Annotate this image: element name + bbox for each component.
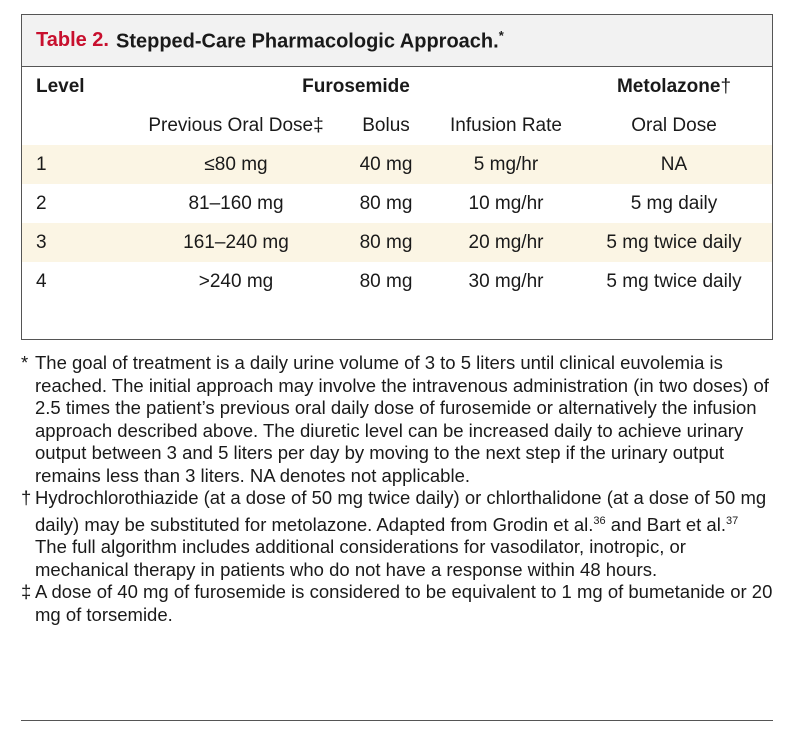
oral-dose-cell: 5 mg twice daily [606, 270, 742, 292]
footnote-text-part: and Bart et al. [605, 513, 726, 535]
reference-number: 36 [593, 514, 606, 527]
previous-oral-dose-header-text: Previous Oral Dose [148, 114, 314, 136]
level-cell: 4 [36, 270, 47, 292]
footnote-text [35, 487, 773, 581]
bolus-cell: 80 mg [359, 270, 413, 292]
footnote-symbol: * [21, 352, 29, 373]
level-cell: 3 [22, 223, 136, 262]
dosing-table [22, 67, 772, 301]
previous-oral-dose-cell: 161–240 mg [136, 223, 336, 262]
footnote-double-dagger [21, 581, 773, 626]
table-label: Table 2. [36, 29, 109, 51]
furosemide-header: Furosemide [302, 75, 410, 97]
bolus-cell: 80 mg [359, 192, 413, 214]
group-header-row [22, 67, 772, 106]
table-title-text: Stepped-Care Pharmacologic Approach. [116, 30, 499, 53]
bottom-divider [21, 720, 773, 721]
table-row [22, 145, 772, 184]
bolus-cell: 80 mg [336, 223, 436, 262]
footnote-text: A dose of 40 mg of furosemide is considered to be equivalent to 1 mg of bumetanide or 20 mg of torsemide. [35, 581, 773, 625]
table-row [22, 223, 772, 262]
footnote-text: The goal of treatment is a daily urine volume of 3 to 5 liters until clinical euvolemia is reached. The initial approach may involve the intravenous administration (in two doses) of 2.5 times the patient’s previous oral daily dose of furosemide or alternatively the infusion approach described above. The diuretic level can be increased daily to achieve urinary output between 3 and 5 liters per day by moving to the next step if the urinary output remains less than 3 liters. NA denotes not applicable. [35, 352, 769, 486]
infusion-rate-header: Infusion Rate [450, 114, 562, 136]
column-header-row [22, 106, 772, 145]
table-row [22, 262, 772, 301]
bolus-cell: 40 mg [336, 145, 436, 184]
reference-number: 37 [725, 514, 739, 527]
footnote-symbol: † [21, 487, 32, 508]
oral-dose-header: Oral Dose [631, 114, 717, 136]
footnotes [21, 352, 773, 626]
table-frame [21, 14, 773, 340]
oral-dose-cell: NA [576, 145, 772, 184]
level-cell: 2 [36, 192, 47, 214]
previous-oral-dose-header-mark: ‡ [313, 114, 324, 136]
metolazone-header-mark: † [720, 75, 732, 97]
metolazone-header-text: Metolazone [616, 75, 721, 97]
footnote-asterisk [21, 352, 773, 487]
level-cell: 1 [22, 145, 136, 184]
previous-oral-dose-header [136, 106, 336, 145]
level-header: Level [36, 75, 85, 97]
oral-dose-cell: 5 mg daily [630, 192, 718, 214]
table-row [22, 184, 772, 223]
infusion-rate-cell: 10 mg/hr [468, 192, 544, 214]
infusion-rate-cell: 20 mg/hr [436, 223, 576, 262]
previous-oral-dose-cell: 81–160 mg [188, 192, 284, 214]
footnote-text-part: Hydrochlorothiazide (at a dose of 50 mg twice daily) or chlorthalidone (at a dose of 50 mg daily) may be substituted for metolazone. Adapted from Grodin et al. [35, 487, 767, 535]
footnote-text-part: The full algorithm includes additional considerations for vasodilator, inotropic, or mechanical therapy in patients who do not have a response within 48 hours. [35, 536, 686, 580]
oral-dose-cell: 5 mg twice daily [576, 223, 772, 262]
table-title-mark: * [498, 27, 504, 43]
previous-oral-dose-cell: ≤80 mg [136, 145, 336, 184]
infusion-rate-cell: 30 mg/hr [468, 270, 544, 292]
previous-oral-dose-cell: >240 mg [198, 270, 274, 292]
table-title-bar [22, 15, 772, 67]
table-title [116, 28, 504, 54]
bolus-header: Bolus [362, 114, 410, 136]
infusion-rate-cell: 5 mg/hr [436, 145, 576, 184]
metolazone-header [576, 67, 772, 106]
blank-header [22, 106, 136, 145]
footnote-symbol: ‡ [21, 581, 32, 603]
footnote-dagger [21, 487, 773, 581]
